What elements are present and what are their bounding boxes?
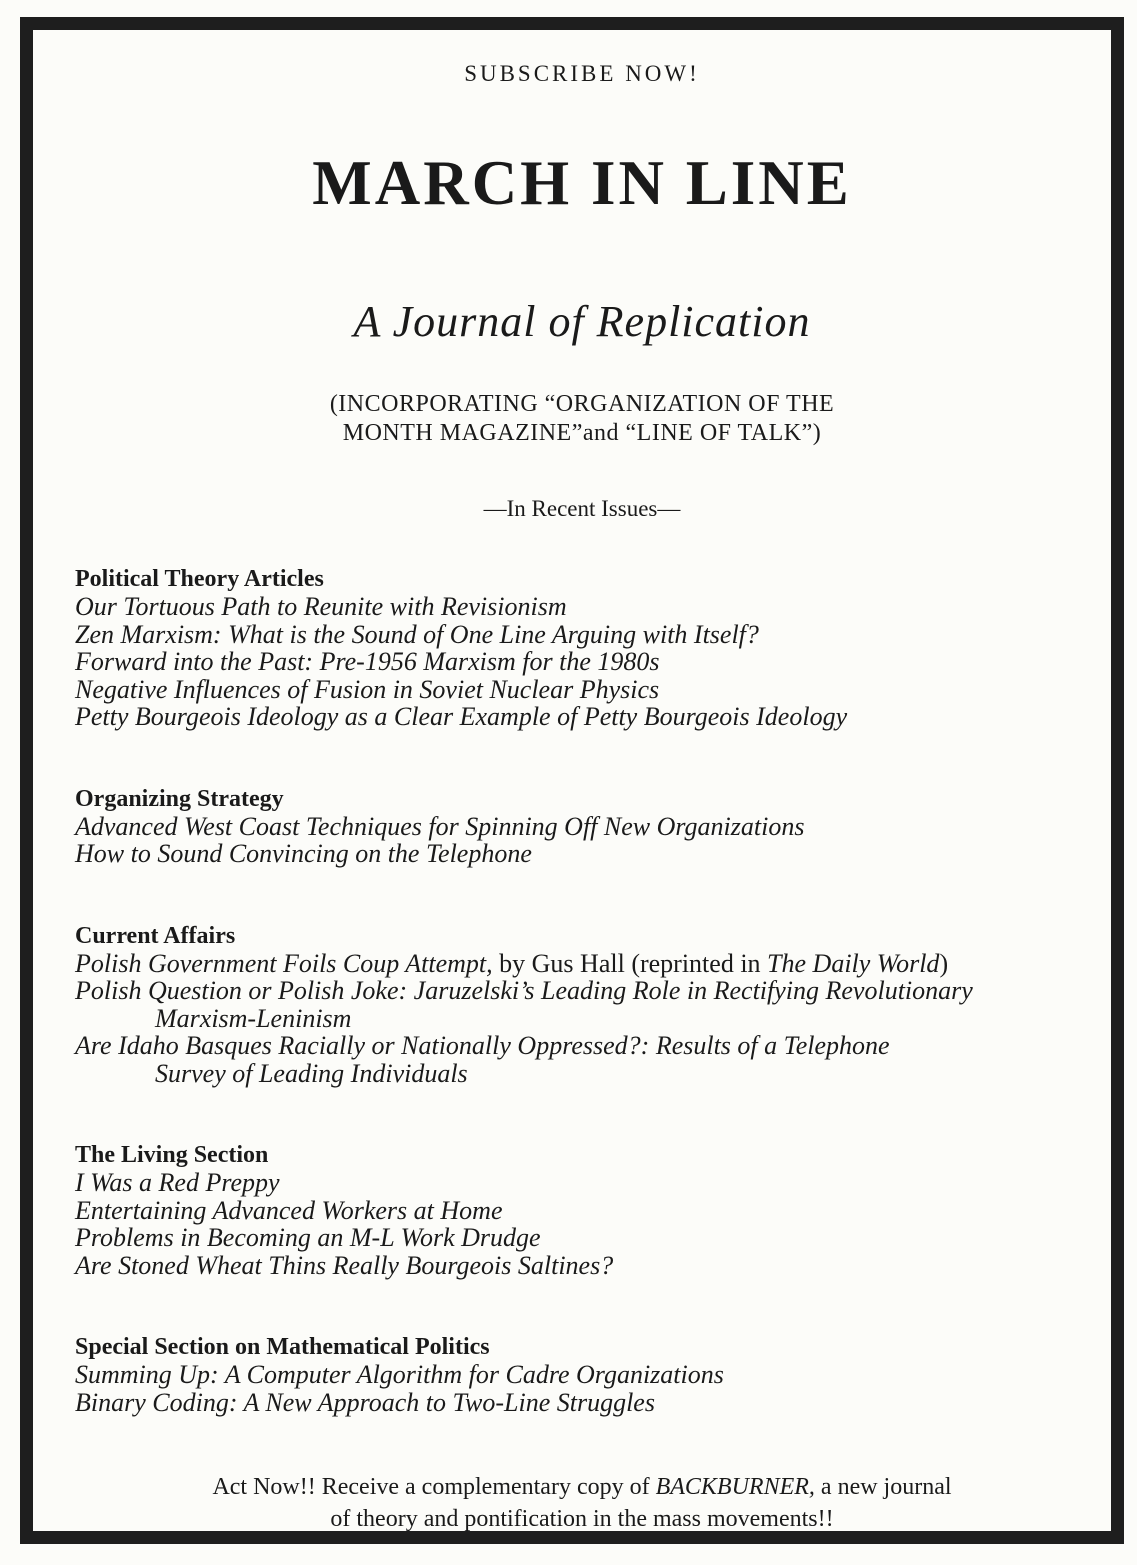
footer-line-2: of theory and pontification in the mass movements!! — [330, 1506, 834, 1532]
sections-list — [75, 566, 1089, 1416]
article-title-italic-segment: Entertaining Advanced Workers at Home — [75, 1195, 503, 1225]
incorporating-note — [75, 390, 1089, 448]
article-title-continuation: Survey of Leading Individuals — [155, 1058, 468, 1088]
footer-line-1-post: a new journal — [814, 1474, 952, 1500]
article-title-italic-segment: Are Stoned Wheat Thins Really Bourgeois Saltines? — [75, 1250, 614, 1280]
subscribe-banner: SUBSCRIBE NOW! — [464, 61, 700, 86]
article-title — [75, 1361, 1089, 1389]
footer-line-1 — [75, 1471, 1089, 1503]
section-heading: Current Affairs — [75, 922, 236, 949]
page-content — [33, 60, 1111, 1535]
article-title-roman-segment: by Gus Hall (reprinted in — [492, 948, 768, 978]
article-title-italic-segment: Polish Question or Polish Joke: Jaruzelski’s Leading Role in Rectifying Revolutionary — [75, 976, 973, 1005]
article-section — [75, 1142, 1089, 1279]
footer-backburner-title: BACKBURNER, — [655, 1474, 815, 1500]
article-title-italic-segment: Binary Coding: A New Approach to Two-Line Struggles — [75, 1387, 655, 1417]
article-section — [75, 786, 1089, 868]
article-title — [75, 1032, 1089, 1060]
article-title-italic-segment: Polish Government Foils Coup Attempt, — [75, 948, 493, 978]
article-title — [75, 676, 1089, 704]
article-title-italic-segment: Forward into the Past: Pre-1956 Marxism for the 1980s — [75, 647, 660, 676]
article-title-italic-segment: Are Idaho Basques Racially or Nationally Oppressed?: Results of a Telephone — [75, 1031, 890, 1060]
journal-title: MARCH IN LINE — [312, 148, 852, 218]
article-title-italic-segment: Zen Marxism: What is the Sound of One Line Arguing with Itself? — [75, 619, 759, 649]
article-section — [75, 566, 1089, 731]
article-title — [75, 593, 1089, 621]
article-title-italic-segment: I Was a Red Preppy — [75, 1168, 280, 1197]
article-title-italic-segment: Our Tortuous Path to Reunite with Revisionism — [75, 592, 567, 621]
article-title — [75, 621, 1089, 649]
page-border-frame — [20, 17, 1124, 1544]
article-title — [75, 950, 1089, 978]
incorporating-line-2: MONTH MAGAZINE”and “LINE OF TALK”) — [342, 420, 822, 446]
article-title — [75, 813, 1089, 841]
article-title — [75, 1169, 1089, 1197]
article-title — [75, 977, 1089, 1005]
article-title — [75, 648, 1089, 676]
article-title — [75, 840, 1089, 868]
article-title — [75, 1252, 1089, 1280]
article-title — [75, 1224, 1089, 1252]
article-title-italic-segment: Petty Bourgeois Ideology as a Clear Example of Petty Bourgeois Ideology — [75, 702, 848, 731]
article-title — [75, 703, 1089, 731]
article-section — [75, 1334, 1089, 1416]
section-heading: The Living Section — [75, 1142, 269, 1168]
recent-issues-label: —In Recent Issues— — [483, 496, 681, 521]
article-title-italic-segment: The Daily World — [767, 948, 940, 978]
footer-promo — [75, 1471, 1089, 1535]
article-title — [75, 1197, 1089, 1225]
article-section — [75, 923, 1089, 1088]
section-heading: Organizing Strategy — [75, 785, 284, 812]
article-title — [75, 1389, 1089, 1417]
article-title-roman-segment: ) — [939, 948, 949, 978]
article-title-italic-segment: Summing Up: A Computer Algorithm for Cadre Organizations — [75, 1360, 724, 1389]
section-heading: Special Section on Mathematical Politics — [75, 1334, 490, 1360]
article-title-italic-segment: Advanced West Coast Techniques for Spinning Off New Organizations — [75, 811, 805, 841]
section-heading: Political Theory Articles — [75, 566, 324, 592]
article-title-italic-segment: How to Sound Convincing on the Telephone — [75, 839, 532, 868]
incorporating-line-1: (INCORPORATING “ORGANIZATION OF THE — [329, 391, 835, 417]
footer-line-1-pre: Act Now!! Receive a complementary copy of — [212, 1474, 656, 1500]
article-title-italic-segment: Problems in Becoming an M-L Work Drudge — [75, 1223, 541, 1252]
article-title-continuation: Marxism-Leninism — [155, 1003, 352, 1033]
journal-subtitle: A Journal of Replication — [353, 297, 811, 346]
article-title-italic-segment: Negative Influences of Fusion in Soviet Nuclear Physics — [75, 674, 660, 704]
